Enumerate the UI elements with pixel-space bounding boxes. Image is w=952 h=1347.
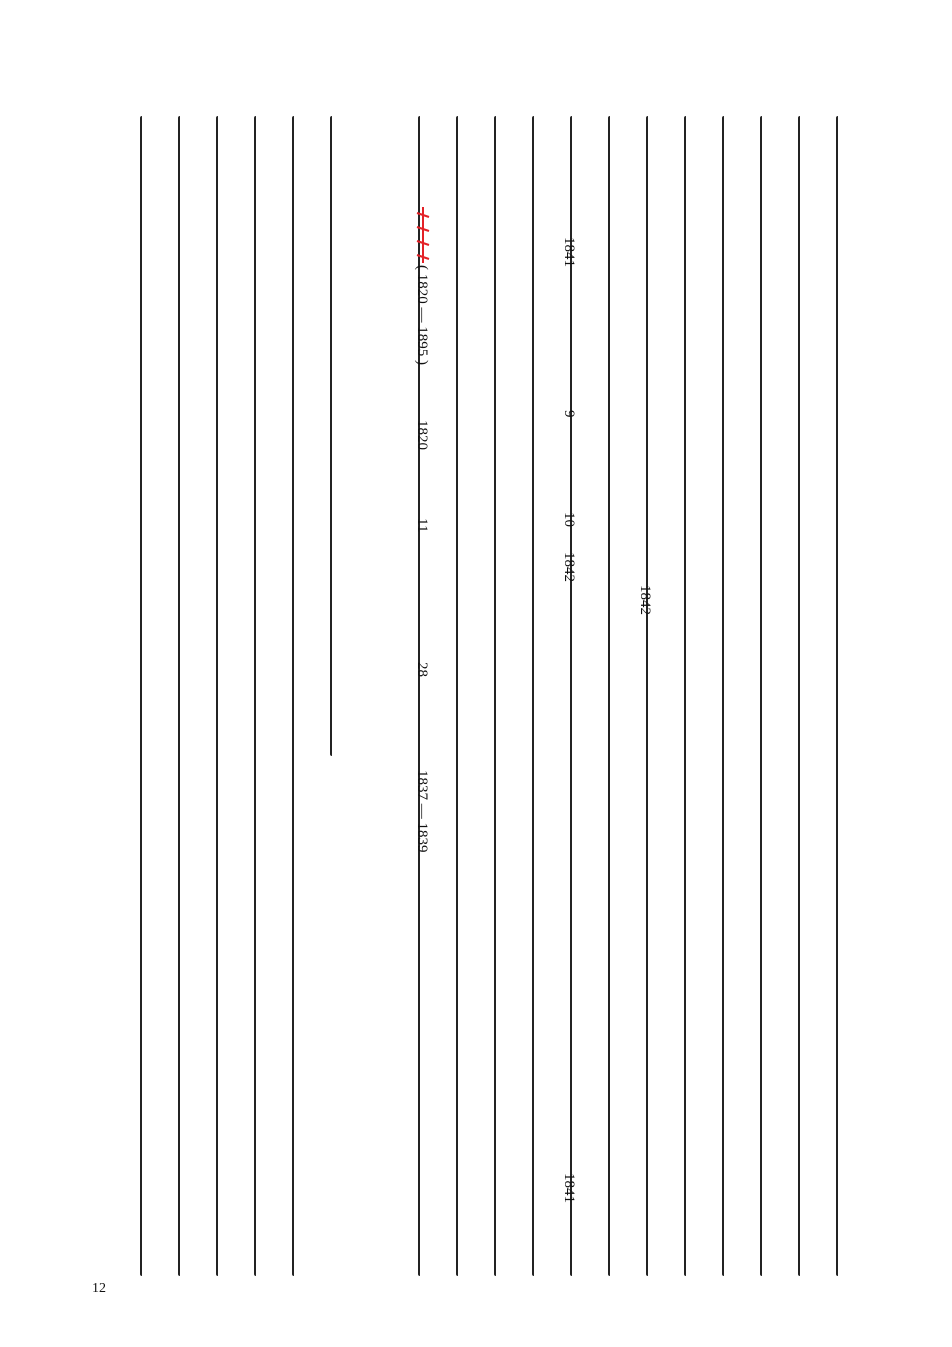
number-11: 11: [414, 518, 430, 533]
number-1820: 1820: [414, 420, 430, 450]
number-1820-range: ( 1820 — 1895 ): [414, 265, 430, 365]
number-1841-c: 1841: [561, 1173, 577, 1203]
number-9: 9: [561, 410, 577, 418]
number-1842-a: 1842: [637, 585, 653, 615]
page-number: 12: [92, 1281, 106, 1296]
number-1841-b: 1841: [561, 237, 577, 267]
number-10: 10: [561, 512, 577, 527]
red-title-mark: [413, 205, 433, 265]
number-28: 28: [414, 662, 430, 677]
number-1837-1839: 1837 — 1839: [414, 770, 430, 853]
red-script-icon: [413, 205, 433, 265]
number-1842-d: 1842: [561, 552, 577, 582]
